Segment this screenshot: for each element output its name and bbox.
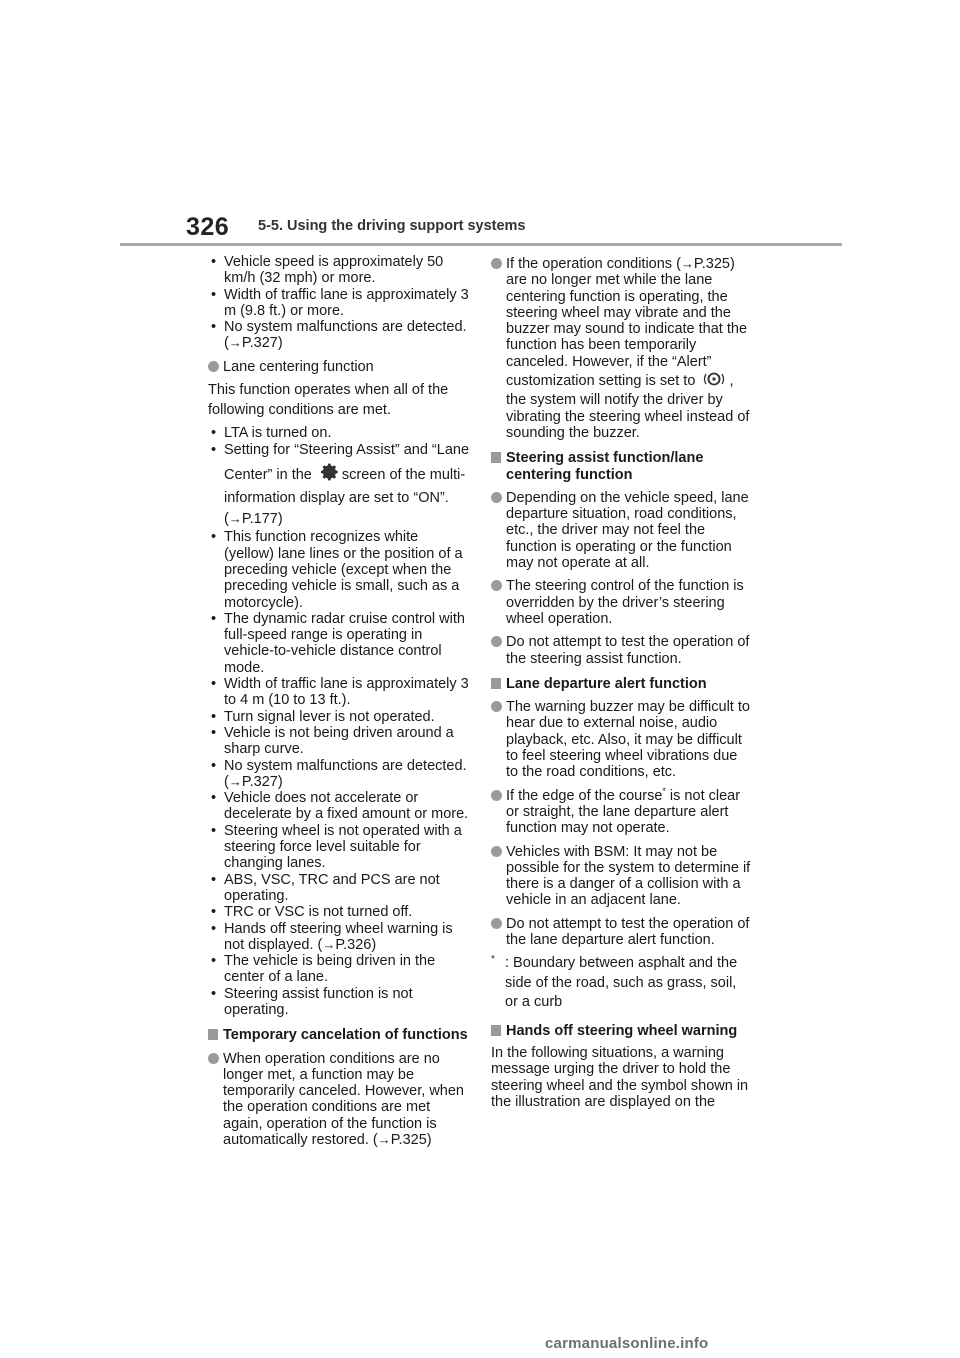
page-header xyxy=(0,0,960,260)
page-reference-link[interactable]: P.325) xyxy=(693,256,735,272)
circle-bullet-icon xyxy=(491,580,502,591)
hands-off-text: In the following situations, a warning message urging the driver to hold the steering wheel and the symbol shown in the illustration are displayed on the xyxy=(491,1045,749,1110)
list-item: The warning buzzer may be difficult to hear due to external noise, audio playback, etc. Also, it may be difficult to feel steering wheel vibrations due to the road conditions, etc. xyxy=(491,699,753,780)
footnote: * : Boundary between asphalt and the side of the road, such as grass, soil, or a curb xyxy=(491,954,738,1011)
arrow-icon: → xyxy=(228,335,242,351)
list-item: • Setting for “Steering Assist” and “Lane Center” in the screen of the multi-information display are set to “ON”. (→P.177) xyxy=(211,442,470,527)
square-bullet-icon xyxy=(491,1025,501,1036)
steering-vibration-icon xyxy=(701,370,727,392)
list-item: • Vehicle does not accelerate or decelerate by a fixed amount or more. xyxy=(211,790,469,823)
arrow-icon: → xyxy=(377,1132,391,1148)
circle-bullet-icon xyxy=(491,701,502,712)
temp-cancel-heading: Temporary cancelation of functions xyxy=(208,1027,470,1043)
list-item: If the edge of the course* is not clear or straight, the lane departure alert function may not operate. xyxy=(491,788,753,837)
left-column xyxy=(208,254,470,1154)
temp-cancel-item: When operation conditions are no longer met, a function may be temporarily canceled. However, when the operation conditions are met again, operation of the function is automatically restored. (→P.325) xyxy=(208,1051,470,1149)
steering-assist-heading: Steering assist function/lane centering function xyxy=(491,450,753,483)
arrow-icon: → xyxy=(680,256,694,271)
right-column xyxy=(491,254,753,1115)
square-bullet-icon xyxy=(491,452,501,463)
gear-icon xyxy=(318,461,340,490)
list-item: Do not attempt to test the operation of the steering assist function. xyxy=(491,634,753,667)
list-item: • The dynamic radar cruise control with full-speed range is operating in vehicle-to-vehicle distance control mode. xyxy=(211,610,465,676)
cancel-notice-item: If the operation conditions (→P.325) are no longer met while the lane centering function is operating, the steering wheel may vibrate and the buzzer may sound to indicate that the function has been temporarily canceled. However, if the “Alert” customization setting is set to , the system will notify the driver by vibrating the steering wheel instead of sounding the buzzer. xyxy=(491,256,753,441)
page-reference-link[interactable]: P.327) xyxy=(241,335,283,352)
header-rule xyxy=(120,243,842,246)
list-item: • Vehicle is not being driven around a sharp curve. xyxy=(211,724,454,758)
watermark: carmanualsonline.info xyxy=(545,1335,709,1352)
list-item: • TRC or VSC is not turned off. xyxy=(211,904,413,921)
footnote-marker: * xyxy=(662,785,666,796)
arrow-icon: → xyxy=(322,936,336,952)
list-item: • Turn signal lever is not operated. xyxy=(211,708,435,725)
list-item: • LTA is turned on. xyxy=(211,425,332,442)
list-item: The steering control of the function is overridden by the driver’s steering wheel operation. xyxy=(491,578,753,627)
page-reference-link[interactable]: P.326) xyxy=(335,936,377,953)
circle-bullet-icon xyxy=(491,846,502,857)
list-item: • Hands off steering wheel warning is not displayed. (→P.326) xyxy=(211,920,453,953)
square-bullet-icon xyxy=(208,1029,218,1040)
hands-off-heading: Hands off steering wheel warning xyxy=(491,1023,753,1039)
page-reference-link[interactable]: P.177) xyxy=(241,510,283,527)
list-item: • No system malfunctions are detected. (→P.327) xyxy=(211,757,467,790)
circle-bullet-icon xyxy=(491,492,502,503)
circle-bullet-icon xyxy=(491,790,502,801)
lane-centering-item: Lane centering function xyxy=(208,359,470,375)
list-item: • No system malfunctions are detected. (→P.327) xyxy=(211,319,467,352)
arrow-icon: → xyxy=(228,510,242,526)
square-bullet-icon xyxy=(491,678,501,689)
list-item: • ABS, VSC, TRC and PCS are not operating. xyxy=(211,871,440,904)
arrow-icon: → xyxy=(228,773,242,789)
list-item: Vehicles with BSM: It may not be possible for the system to determine if there is a danger of a collision with a vehicle in an adjacent lane. xyxy=(491,844,753,909)
page-number: 326 xyxy=(186,213,230,241)
page-reference-link[interactable]: P.325) xyxy=(390,1132,432,1149)
list-item: • Width of traffic lane is approximately 3 m (9.8 ft.) or more. xyxy=(211,286,469,319)
list-item: • Vehicle speed is approximately 50 km/h (32 mph) or more. xyxy=(211,254,444,287)
list-item: • Steering wheel is not operated with a steering force level suitable for changing lanes. xyxy=(211,822,462,872)
list-item: • The vehicle is being driven in the center of a lane. xyxy=(211,953,436,986)
conditions-list-a xyxy=(208,254,470,352)
page-reference-link[interactable]: P.327) xyxy=(241,773,283,790)
section-title: 5-5. Using the driving support systems xyxy=(258,218,526,234)
list-item: Depending on the vehicle speed, lane departure situation, road conditions, etc., the driver may not feel the function is operating or the function may not operate at all. xyxy=(491,490,753,571)
lane-centering-intro: This function operates when all of the following conditions are met. xyxy=(208,382,449,418)
list-item: • This function recognizes white (yellow) lane lines or the position of a preceding vehicle (except when the preceding vehicle is small, such as a motorcycle). xyxy=(211,529,463,611)
circle-bullet-icon xyxy=(491,258,502,269)
lane-departure-heading: Lane departure alert function xyxy=(491,676,753,692)
circle-bullet-icon xyxy=(208,361,219,372)
circle-bullet-icon xyxy=(491,636,502,647)
list-item: • Steering assist function is not operating. xyxy=(211,985,413,1018)
list-item: Do not attempt to test the operation of the lane departure alert function. xyxy=(491,916,753,949)
circle-bullet-icon xyxy=(208,1053,219,1064)
list-item: • Width of traffic lane is approximately 3 to 4 m (10 to 13 ft.). xyxy=(211,676,469,709)
conditions-list-b xyxy=(208,425,470,1018)
circle-bullet-icon xyxy=(491,918,502,929)
